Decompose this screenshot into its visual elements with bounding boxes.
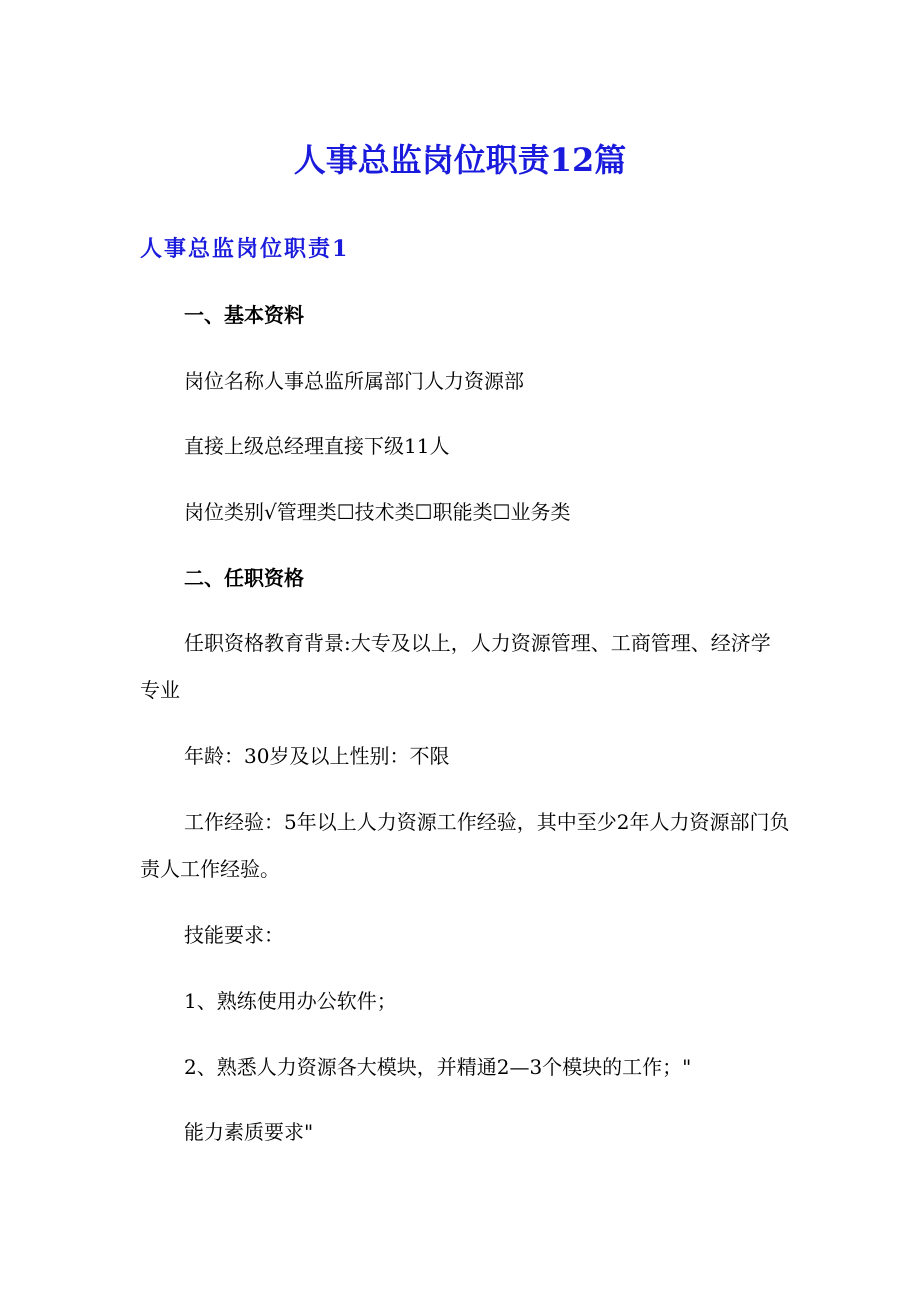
skill-item-1: 1、熟练使用办公软件； (184, 989, 397, 1013)
education-paragraph: 任职资格教育背景:大专及以上，人力资源管理、工商管理、经济学专业 (140, 631, 771, 702)
section-title: 人事总监岗位职责1 (140, 236, 350, 262)
experience-paragraph: 工作经验：5年以上人力资源工作经验，其中至少2年人力资源部门负责人工作经验。 (140, 810, 790, 881)
category-line: 岗位类别√管理类☐技术类☐职能类☐业务类 (184, 500, 571, 524)
ability-heading: 能力素质要求" (184, 1120, 314, 1144)
age-line: 年龄：30岁及以上性别：不限 (184, 744, 450, 768)
skill-item-2: 2、熟悉人力资源各大模块，并精通2—3个模块的工作；" (184, 1055, 692, 1079)
heading-qualifications: 二、任职资格 (184, 566, 304, 590)
heading-basic-info: 一、基本资料 (184, 303, 304, 327)
reporting-line: 直接上级总经理直接下级11人 (184, 434, 450, 458)
document-title: 人事总监岗位职责12篇 (293, 141, 627, 179)
skills-heading: 技能要求： (184, 923, 284, 947)
position-name-line: 岗位名称人事总监所属部门人力资源部 (184, 369, 524, 393)
